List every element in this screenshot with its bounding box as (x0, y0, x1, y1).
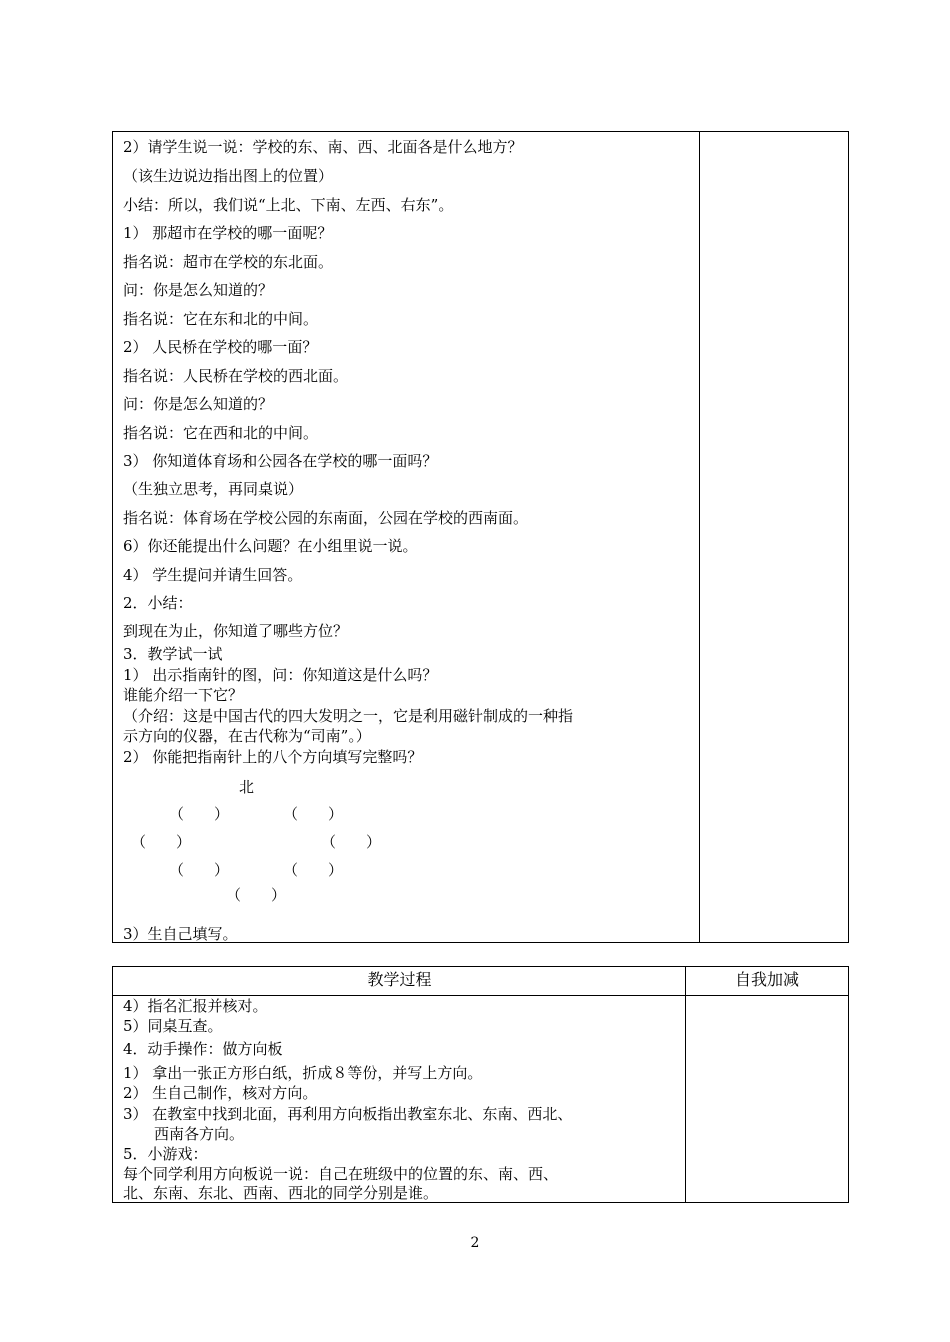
page-number: 2 (470, 1235, 480, 1251)
text-line: 1） 拿出一张正方形白纸，折成８等份，并写上方向。 (123, 1064, 483, 1082)
text-line: 指名说：它在西和北的中间。 (123, 424, 319, 442)
text-line: 5．小游戏： (123, 1145, 208, 1163)
text-line: 指名说：它在东和北的中间。 (123, 310, 319, 328)
text-line: 示方向的仪器，在古代称为“司南”。） (123, 727, 371, 745)
teaching-process-column (113, 967, 686, 1202)
lesson-table (112, 966, 849, 1203)
compass-blank-southeast: （ ） (283, 861, 344, 879)
self-adjust-column (686, 967, 848, 1202)
text-line: 西南各方向。 (154, 1125, 245, 1143)
text-line: 4） 学生提问并请生回答。 (123, 566, 303, 584)
text-line: 5）同桌互查。 (123, 1017, 223, 1035)
compass-blank-south: （ ） (226, 886, 287, 904)
text-line: 2．小结： (123, 594, 193, 612)
compass-blank-east: （ ） (321, 833, 382, 851)
text-line: 2） 你能把指南针上的八个方向填写完整吗？ (123, 748, 423, 766)
text-line: 指名说：体育场在学校公园的东南面，公园在学校的西南面。 (123, 509, 529, 527)
text-line: 1） 那超市在学校的哪一面呢？ (123, 224, 333, 242)
text-line: 谁能介绍一下它？ (123, 686, 244, 704)
self-adjust-cell (700, 132, 848, 942)
text-line: （生独立思考，再同桌说） (123, 480, 304, 498)
text-line: 小结：所以，我们说“上北、下南、左西、右东”。 (123, 196, 454, 214)
text-line: 2） 人民桥在学校的哪一面？ (123, 338, 318, 356)
text-line: 1） 出示指南针的图，问：你知道这是什么吗？ (123, 666, 438, 684)
header-teaching-process: 教学过程 (367, 970, 432, 989)
text-line: 2） 生自己制作，核对方向。 (123, 1084, 318, 1102)
teaching-process-cell (113, 132, 700, 942)
header-self-adjust: 自我加减 (734, 970, 799, 989)
text-line: 4）指名汇报并核对。 (123, 997, 268, 1015)
text-line: 指名说：超市在学校的东北面。 (123, 253, 334, 271)
text-line: 3）生自己填写。 (123, 925, 238, 943)
text-line: 4．动手操作：做方向板 (123, 1040, 283, 1058)
compass-blank-northeast: （ ） (283, 805, 344, 823)
text-line: 指名说：人民桥在学校的西北面。 (123, 367, 349, 385)
compass-blank-west: （ ） (131, 833, 192, 851)
text-line: 问：你是怎么知道的？ (123, 395, 274, 413)
text-line: 到现在为止，你知道了哪些方位？ (123, 622, 349, 640)
compass-blank-southwest: （ ） (169, 861, 230, 879)
compass-north-label: 北 (239, 778, 255, 796)
text-line: 问：你是怎么知道的？ (123, 281, 274, 299)
text-line: 6）你还能提出什么问题？在小组里说一说。 (123, 537, 418, 555)
text-line: 3） 在教室中找到北面，再利用方向板指出教室东北、东南、西北、 (123, 1105, 573, 1123)
text-line: 2）请学生说一说：学校的东、南、西、北面各是什么地方？ (123, 138, 523, 156)
text-line: （该生边说边指出图上的位置） (123, 167, 334, 185)
text-line: 3．教学试一试 (123, 645, 223, 663)
text-line: （介绍：这是中国古代的四大发明之一，它是利用磁针制成的一种指 (123, 707, 574, 725)
text-line: 3） 你知道体育场和公园各在学校的哪一面吗？ (123, 452, 438, 470)
text-line: 北、东南、东北、西南、西北的同学分别是谁。 (123, 1184, 439, 1202)
compass-blank-northwest: （ ） (169, 805, 230, 823)
text-line: 每个同学利用方向板说一说：自己在班级中的位置的东、南、西、 (123, 1165, 559, 1183)
lesson-table-continued (112, 131, 849, 943)
